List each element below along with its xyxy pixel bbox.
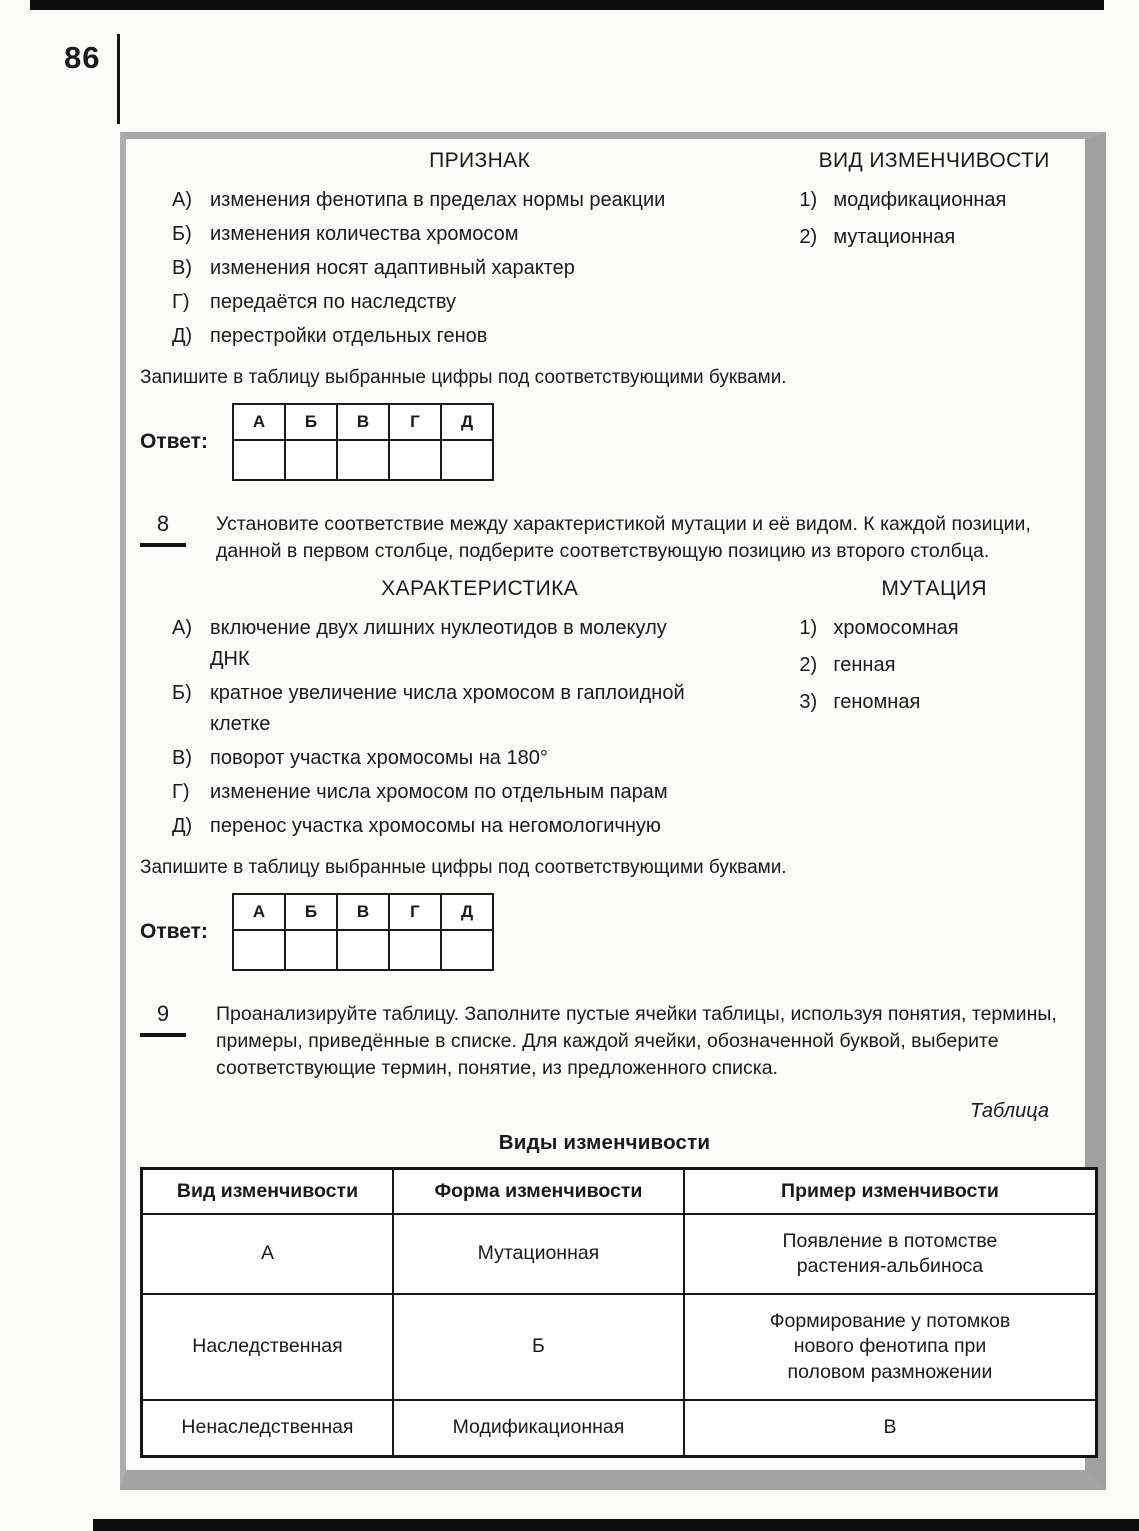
item-letter: В) [172,257,192,279]
table-cell: Ненаследственная [142,1400,393,1456]
answer-empty-cell [233,440,285,480]
task9-number: 9 [140,1001,186,1037]
task7-answer-block [140,403,1069,481]
page-number: 86 [64,40,101,75]
variability-table [140,1167,1098,1458]
task8-number: 8 [140,511,186,547]
list-item [172,777,799,808]
item-letter: Б) [172,681,192,704]
task8-right-column [799,577,1069,845]
table-cell: Формирование у потомков нового фенотипа при половом размножении [684,1294,1097,1400]
item-text: генная [833,653,896,676]
task8-head [140,511,1069,565]
item-letter: В) [172,746,192,769]
item-text: изменения количества хромосом [210,223,519,245]
item-number: 2) [799,226,818,248]
table-cell: В [684,1400,1097,1456]
list-item [799,687,1069,718]
task7-answer-table [232,403,494,481]
list-item [799,185,1069,216]
answer-header-cell: Б [285,404,337,440]
list-item [172,743,799,774]
answer-empty-cell [389,440,441,480]
item-text: изменения фенотипа в пределах нормы реакции [210,189,666,211]
item-text: передаётся по наследству [210,291,457,313]
task8-columns [160,577,1069,845]
task7-right-column [799,149,1069,355]
item-text: изменение числа хромосом по отдельным парам [210,780,668,803]
answer-header-cell: Д [441,894,493,930]
item-text: геномная [833,690,921,713]
task8-left-header: ХАРАКТЕРИСТИКА [381,576,579,600]
task7-left-column [160,149,799,355]
task8-prompt: Установите соответствие между характеристикой мутации и её видом. К каждой позиции, данной в первом столбце, подберите соответствующую позицию из второго столбца. [216,513,1031,562]
item-text: перестройки отдельных генов [210,325,488,347]
item-text: изменения носят адаптивный характер [210,257,575,279]
list-item [172,321,799,352]
answer-label: Ответ: [140,919,208,943]
scan-edge-bottom [93,1519,1139,1531]
table-row [142,1400,1097,1456]
table-header-cell: Вид изменчивости [142,1168,393,1214]
table-header-cell: Форма изменчивости [393,1168,684,1214]
list-item [172,678,799,740]
answer-header-cell: В [337,894,389,930]
item-letter: Д) [172,325,193,347]
table-header-cell: Пример изменчивости [684,1168,1097,1214]
table-cell: Модификационная [393,1400,684,1456]
answer-empty-cell [285,440,337,480]
answer-empty-cell [285,930,337,970]
task8-instruction: Запишите в таблицу выбранные цифры под соответствующими буквами. [140,856,787,878]
list-item [799,222,1069,253]
answer-empty-cell [441,930,493,970]
header-rule [117,34,120,124]
item-number: 2) [799,653,818,676]
answer-empty-cell [389,930,441,970]
list-item [172,219,799,250]
item-text: перенос участка хромосомы на негомологичную [210,814,661,837]
answer-header-cell: Д [441,404,493,440]
item-letter: Г) [172,291,190,313]
item-letter: А) [172,616,192,639]
list-item [799,613,1069,644]
answer-label: Ответ: [140,430,208,453]
answer-header-cell: Б [285,894,337,930]
task8-answer-block [140,893,1069,971]
task8-left-column [160,577,799,845]
table-caption: Таблица [970,1099,1049,1122]
table-cell: Наследственная [142,1294,393,1400]
table-header-row [142,1168,1097,1214]
item-letter: Д) [172,814,193,837]
answer-empty-cell [337,930,389,970]
list-item [172,287,799,318]
answer-empty-cell [441,440,493,480]
task9-prompt: Проанализируйте таблицу. Заполните пустые ячейки таблицы, используя понятия, термины, примеры, приведённые в списке. Для каждой ячейки, обозначенной буквой, выберите соответствующие термин, понятие, из предложенного списка. [216,1002,1057,1079]
table-row [142,1214,1097,1294]
answer-header-cell: Г [389,894,441,930]
table-row [142,1294,1097,1400]
answer-header-cell: В [337,404,389,440]
item-letter: А) [172,189,192,211]
answer-header-cell: Г [389,404,441,440]
list-item [172,185,799,216]
task8-right-header: МУТАЦИЯ [881,576,987,600]
item-number: 3) [799,690,818,713]
item-text: кратное увеличение числа хромосом в гаплоидной клетке [210,681,685,735]
answer-empty-cell [337,440,389,480]
task7-right-header: ВИД ИЗМЕНЧИВОСТИ [818,149,1050,172]
list-item [172,811,799,842]
task7-columns [160,149,1069,355]
table-cell: Б [393,1294,684,1400]
task7-instruction: Запишите в таблицу выбранные цифры под соответствующими буквами. [140,367,787,388]
item-text: поворот участка хромосомы на 180° [210,746,548,769]
task9-section [140,1001,1069,1458]
answer-empty-cell [233,930,285,970]
table-title: Виды изменчивости [498,1130,711,1154]
item-text: хромосомная [833,616,959,639]
answer-header-cell: А [233,894,285,930]
list-item [799,650,1069,681]
item-text: мутационная [833,226,956,248]
answer-header-cell: А [233,404,285,440]
task9-head [140,1001,1069,1082]
table-cell: Появление в потомстве растения-альбиноса [684,1214,1097,1294]
item-text: включение двух лишних нуклеотидов в молекулу ДНК [210,616,667,670]
list-item [172,613,799,675]
content-frame [120,132,1106,1490]
item-letter: Б) [172,223,192,245]
task8-answer-table [232,893,494,971]
task7-left-header: ПРИЗНАК [429,149,531,172]
table-cell: Мутационная [393,1214,684,1294]
item-number: 1) [799,616,818,639]
task7-section [140,149,1069,481]
table-cell: А [142,1214,393,1294]
item-letter: Г) [172,780,190,803]
scan-edge-top [30,0,1104,10]
task8-section [140,511,1069,971]
item-text: модификационная [833,189,1007,211]
item-number: 1) [799,189,818,211]
list-item [172,253,799,284]
